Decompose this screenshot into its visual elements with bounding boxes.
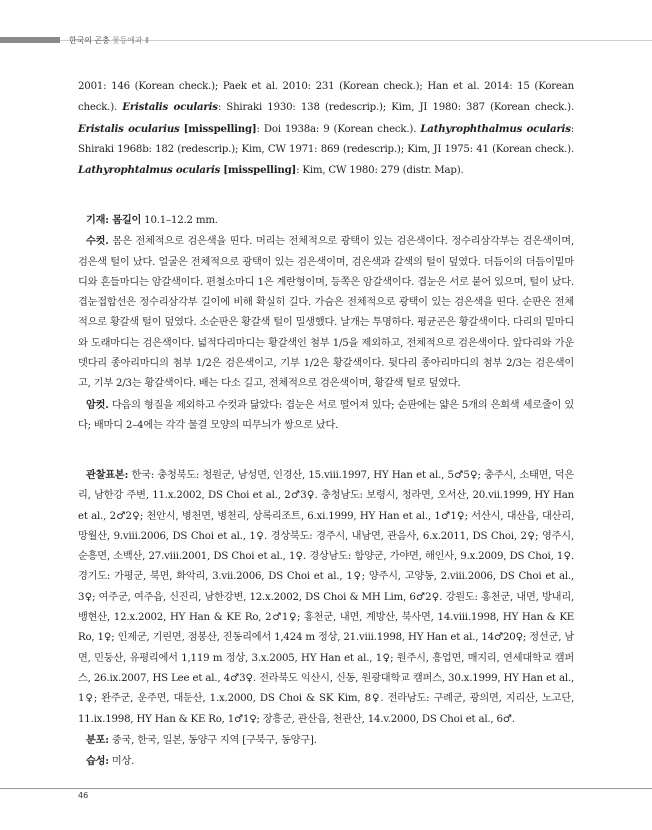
taxon-name-wrapper [78, 164, 220, 176]
taxon-name-wrapper [122, 101, 218, 113]
page-number: 46 [78, 791, 89, 800]
text-run: : Shiraki 1930: 138 (redescrip.); Kim, JI 1980: 387 (Korean check.). [217, 102, 574, 114]
text-run: 2001: 146 (Korean check.); Paek et al. 2010: 231 (Korean check.); Han et al. 2014: 15 (Korean check.). [78, 81, 574, 114]
bold-term: 수컷. [86, 235, 109, 248]
synonymy-citations [78, 77, 574, 181]
taxon-name-wrapper [78, 123, 180, 135]
bold-term: [misspelling] [223, 164, 297, 177]
description-female [78, 395, 574, 437]
description-section [78, 210, 574, 436]
taxon-name-wrapper [420, 123, 570, 135]
bold-term: 기재: 몸길이 [86, 214, 142, 226]
text-run: 한국: 충청북도: 청원군, 남성면, 인경산, 15.viii.1997, HY Han et al., 5♂5♀; 충주시, 소태면, 덕은리, 남한강 주변, 11.x.2002, DS Choi et al., 2♂3♀. 충청남도: 보령시, 청라면, 오서산, 20.vii.1999, HY Han et al., 2♂2♀; 천안시, 병천면, 병천리, 상록리조트, 6.xi.1999, HY Han et al., 1♂1♀; 서산시, 대산읍, 대산리, 망월산, 9.viii.2006, DS Choi et al., 1♀. 경상북도: 경주시, 내남면, 관음사, 6.x.2011, DS Choi, 2♀; 영주시, 순흥면, 소백산, 27.viii.2001, DS Choi et al., 1♀. 경상남도: 함양군, 가야면, 해인사, 9.x.2009, DS Choi, 1♀. 경기도: 가평군, 북면, 화악리, 3.vii.2006, DS Choi et al., 1♀; 양주시, 고양동, 2.viii.2006, DS Choi et al., 3♀; 여주군, 여주읍, 신진리, 남한강변, 12.x.2002, DS Choi & MH Lim, 6♂2♀. 강원도: 홍천군, 내면, 방내리, 뱅현산, 12.x.2002, HY Han & KE Ro, 2♂1♀; 홍천군, 내면, 계방산, 북사면, 14.viii.1998, HY Han & KE Ro, 1♀; 인제군, 기린면, 점봉산, 진동리에서 1,424 m 정상, 21.viii.1998, HY Han et al., 14♂20♀; 정선군, 남면, 민둥산, 유평리에서 1,119 m 정상, 3.x.2005, HY Han et al., 1♀; 원주시, 흥업면, 매지리, 연세대학교 캠퍼스, 26.ix.2007, HS Lee et al., 4♂3♀. 전라북도 익산시, 신동, 원광대학교 캠퍼스, 30.x.1999, HY Han et al., 1♀; 완주군, 운주면, 대둔산, 1.x.2000, DS Choi & SK Kim, 8♀. 전라남도: 구례군, 광의면, 지리산, 노고단, 11.ix.1998, HY Han & KE Ro, 1♂1♀; 장흥군, 관산읍, 천관산, 14.v.2000, DS Choi et al., 6♂. [78, 470, 574, 725]
habits [78, 751, 574, 772]
bold-term: 관찰표본: [86, 469, 129, 481]
running-header [69, 35, 149, 46]
taxon-name: Eristalis ocularis [122, 101, 218, 114]
header-accent-bar [0, 37, 60, 43]
citation-paragraph [78, 77, 574, 181]
text-run: 10.1–12.2 mm. [141, 215, 218, 226]
distribution [78, 730, 574, 751]
bold-term: [misspelling] [183, 122, 257, 135]
specimen-section [78, 465, 574, 772]
description-male [78, 231, 574, 394]
taxon-name: Lathyrophtalmus ocularis [78, 164, 221, 177]
bold-term: 분포: [86, 733, 109, 746]
text-run: 중국, 한국, 일본, 동양구 지역 [구북구, 동양구]. [108, 734, 317, 746]
footer-rule [0, 788, 652, 789]
bold-term: 습성: [86, 755, 109, 768]
text-run: 다음의 형질을 제외하고 수컷과 닮았다: 겹눈은 서로 떨어져 있다; 순판에는 얇은 5개의 은회색 세로줄이 있다; 배마디 2–4에는 각각 물결 모양의 띠무늬가 쌍으로 났다. [78, 399, 574, 431]
material-examined [78, 465, 574, 730]
text-run: 몸은 전체적으로 검은색을 띤다. 머리는 전체적으로 광택이 있는 검은색이다. 정수리삼각부는 검은색이며, 검은색 털이 났다. 얼굴은 전체적으로 광택이 있는 검은색이며, 검은색과 갈색의 털이 덮였다. 더듬이의 더듬이밑마디와 흔들마디는 암갈색이다. 편철소마디 1은 계란형이며, 등쪽은 암갈색이다. 겹눈은 서로 붙어 있으며, 털이 났다. 겹눈접합선은 정수리삼각부 길이에 비해 확실히 길다. 가슴은 전체적으로 광택이 있는 검은색을 띤다. 순판은 전체적으로 황갈색 털이 덮였다. 소순판은 황갈색 털이 밀생했다. 날개는 투명하다. 평균곤은 황갈색이다. 다리의 밑마디와 도래마디는 검은색이다. 넓적다리마디는 황갈색인 첨부 1/5을 제외하고, 전체적으로 검은색이다. 앞다리와 가운뎃다리 종아리마디의 첨부 1/2은 검은색이고, 기부 1/2은 황갈색이다. 뒷다리 종아리마디의 첨부 2/3는 검은색이고, 기부 2/3는 황갈색이다. 배는 다소 길고, 전체적으로 검은색이며, 황갈색 털로 덮였다. [78, 236, 574, 390]
text-run: : Shiraki 1968b: 182 (redescrip.); Kim, CW 1971: 869 (redescrip.); Kim, JI 1975: 41 (Korean check.). [78, 123, 574, 155]
text-run: : Kim, CW 1980: 279 (distr. Map). [296, 165, 464, 177]
taxon-name: Lathyrophthalmus ocularis [420, 122, 571, 135]
header-title: 한국의 곤충 [69, 36, 110, 45]
taxon-name: Eristalis ocularius [78, 122, 180, 135]
bold-term: 암컷. [86, 398, 109, 411]
text-run: 미상. [108, 756, 135, 768]
header-subtitle: 꽃등에과 Ⅱ [112, 36, 149, 45]
text-run: : Doi 1938a: 9 (Korean check.). [256, 123, 421, 135]
description-length [78, 210, 574, 231]
